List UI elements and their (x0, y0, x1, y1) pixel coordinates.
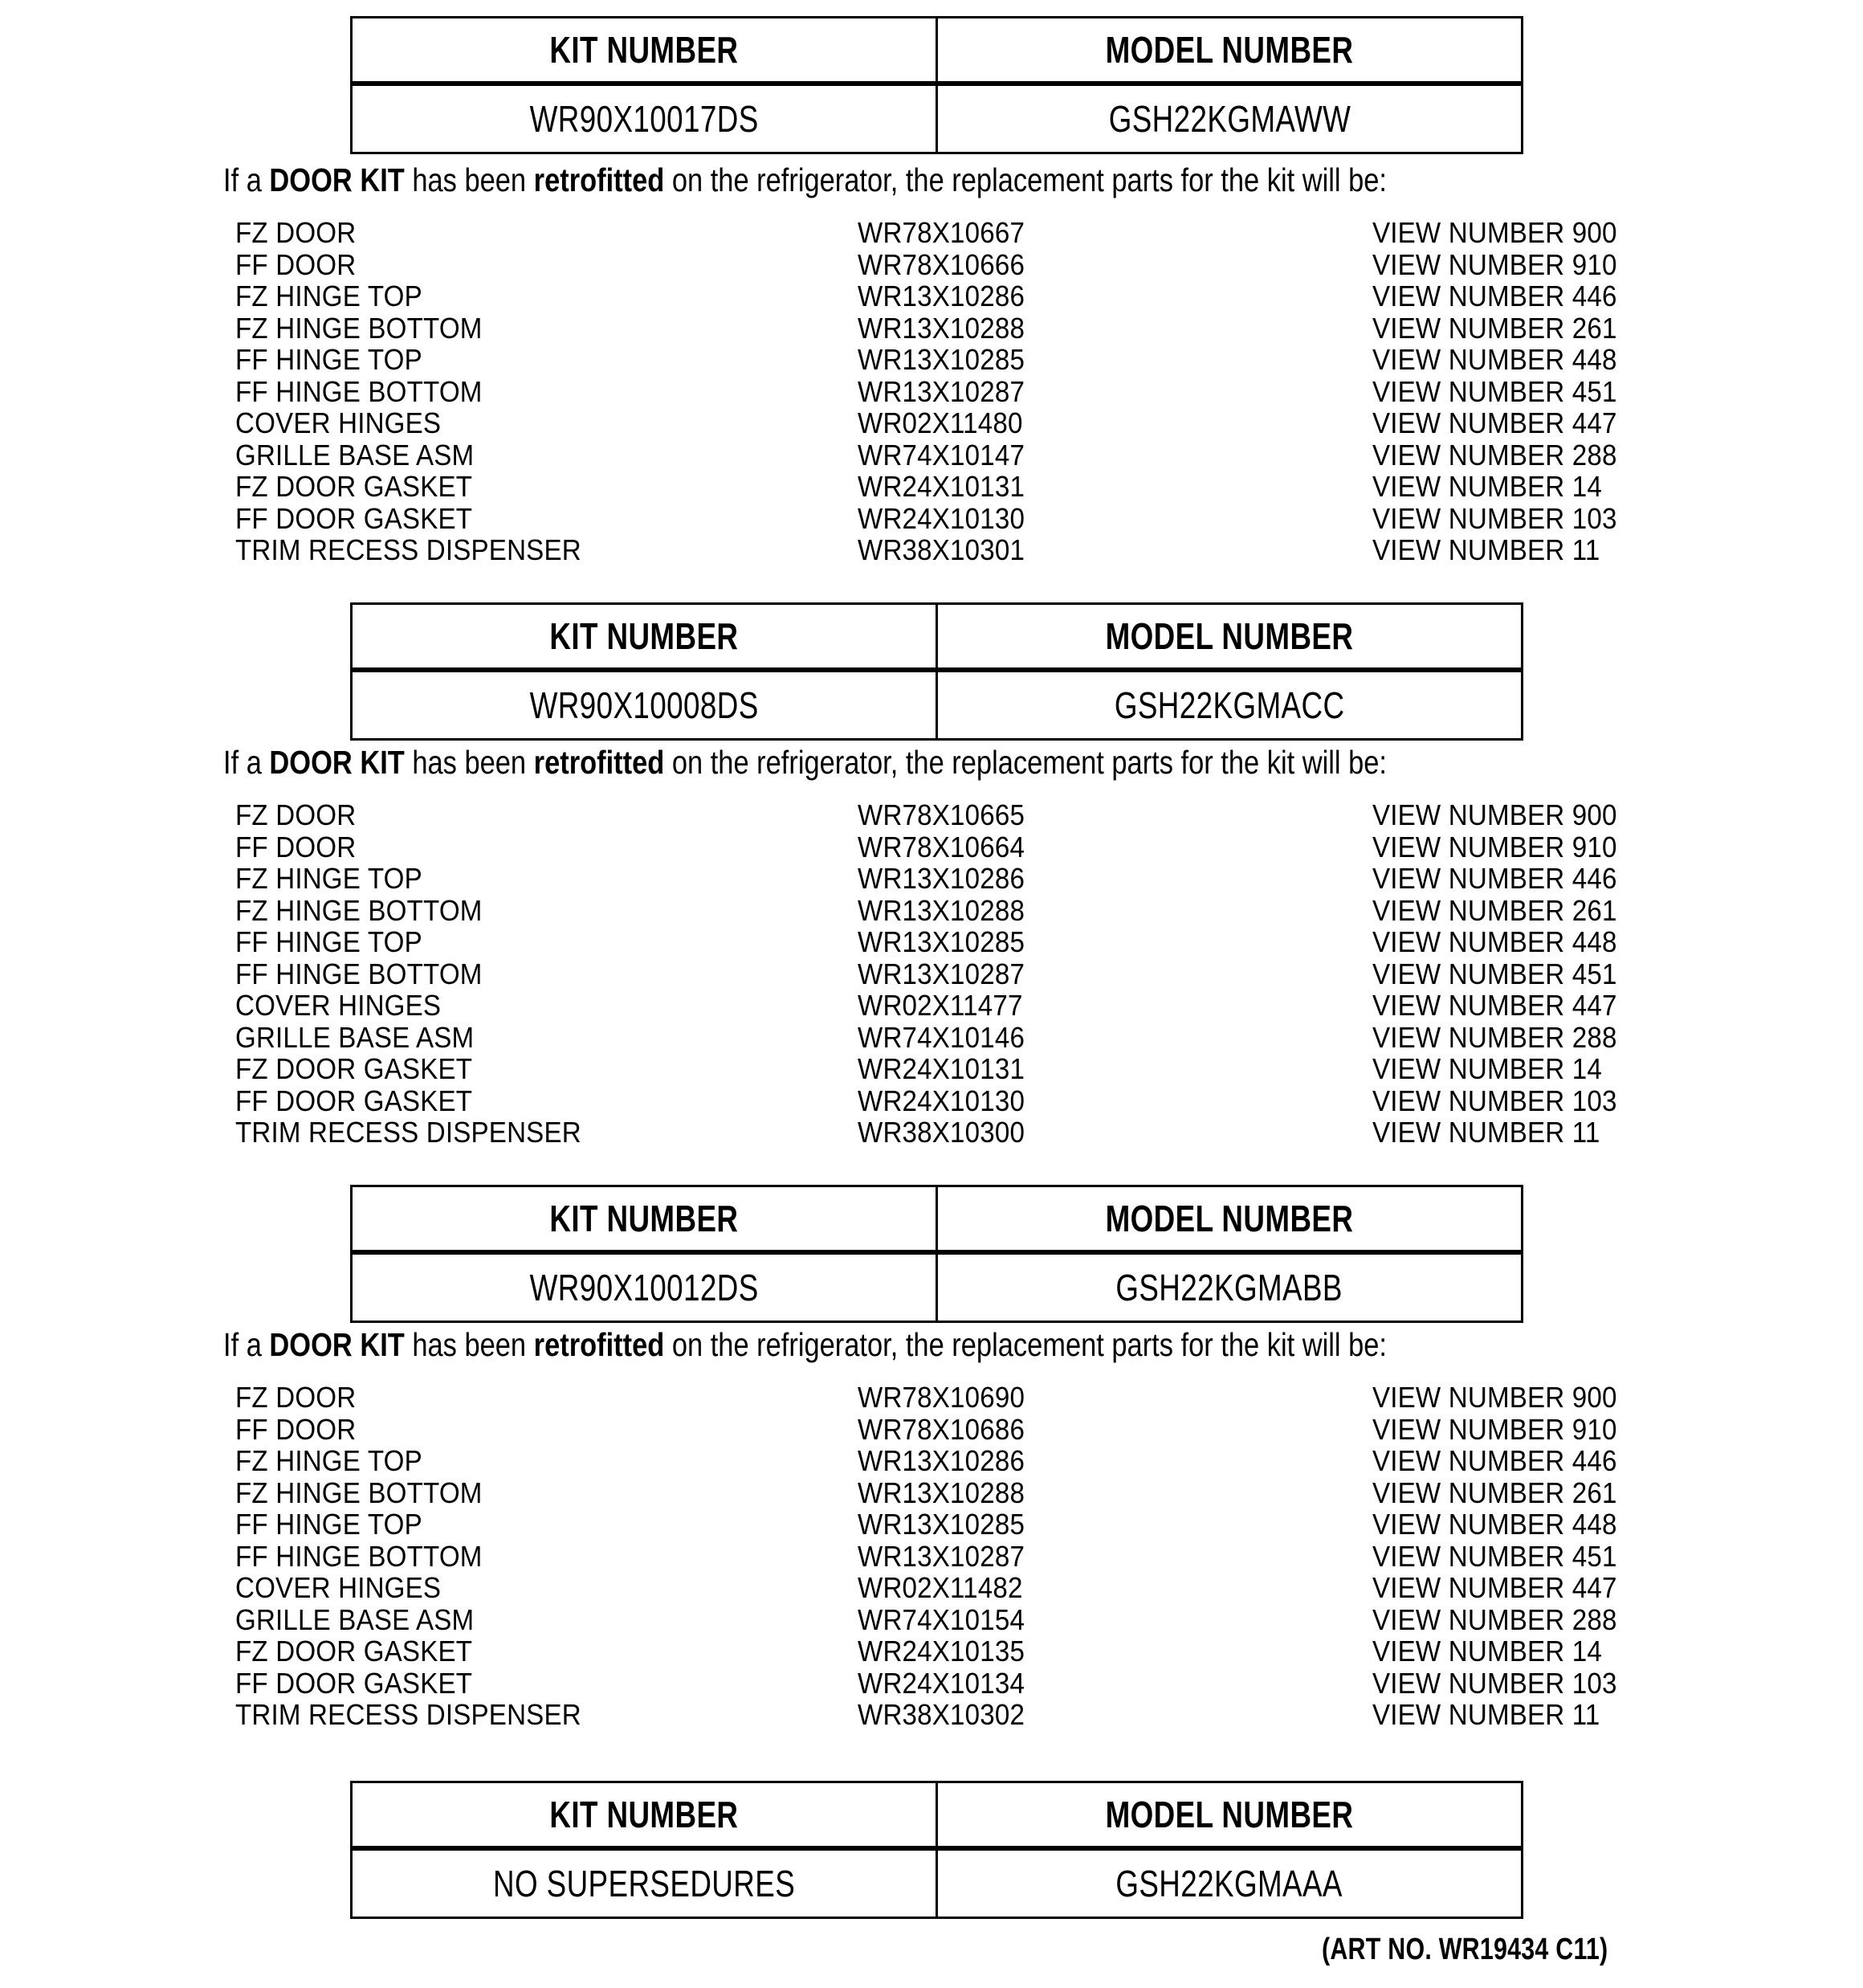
intro-text-part-2: has been (404, 1326, 534, 1363)
intro-text-part-3: on the refrigerator, the replacement parts for the kit will be: (664, 1326, 1388, 1363)
part-number: WR78X10690 (858, 1381, 1025, 1414)
part-view-number: VIEW NUMBER 451 (1372, 957, 1617, 990)
kit-number-value-cell (352, 1848, 937, 1918)
table-row (0, 1603, 1863, 1635)
kit-number-header-label: KIT NUMBER (549, 615, 739, 657)
part-name: FZ HINGE BOTTOM (235, 1476, 483, 1509)
part-number: WR78X10666 (858, 247, 1025, 281)
intro-text-part-1: If a (223, 161, 270, 198)
kit-model-table-2 (350, 602, 1523, 741)
part-number: WR13X10286 (858, 862, 1025, 895)
table-header-row (352, 1186, 1523, 1253)
table-value-row (352, 1848, 1523, 1918)
part-view-number: VIEW NUMBER 447 (1372, 989, 1617, 1022)
part-number: WR74X10147 (858, 438, 1025, 471)
intro-bold-retrofitted: retrofitted (533, 744, 665, 781)
part-view-number: VIEW NUMBER 451 (1372, 374, 1617, 408)
retrofit-intro-sentence-2 (223, 744, 1387, 782)
art-number-label: (ART NO. WR19434 C11) (1322, 1933, 1608, 1966)
model-number-value-cell (937, 1848, 1523, 1918)
kit-number-header-label: KIT NUMBER (549, 1794, 739, 1835)
part-name: COVER HINGES (235, 989, 442, 1022)
part-name: FF HINGE TOP (235, 343, 422, 376)
part-name: FZ HINGE BOTTOM (235, 893, 483, 927)
parts-list-2 (0, 798, 1863, 1148)
table-header-row (352, 18, 1523, 84)
kit-number-value: WR90X10012DS (529, 1267, 759, 1308)
table-row (0, 1508, 1863, 1540)
part-number: WR13X10286 (858, 1444, 1025, 1477)
part-view-number: VIEW NUMBER 900 (1372, 1381, 1617, 1414)
kit-model-table-3 (350, 1185, 1523, 1323)
table-row (0, 798, 1863, 831)
part-name: FF DOOR GASKET (235, 501, 473, 535)
part-name: FF HINGE BOTTOM (235, 957, 483, 990)
table-value-row (352, 670, 1523, 740)
part-number: WR24X10130 (858, 1084, 1025, 1117)
part-view-number: VIEW NUMBER 14 (1372, 1635, 1602, 1668)
kit-number-header-cell (352, 1782, 937, 1849)
kit-number-header-cell (352, 1186, 937, 1253)
table-row (0, 439, 1863, 471)
model-number-header-cell (937, 1186, 1523, 1253)
model-number-header-label: MODEL NUMBER (1105, 1198, 1354, 1239)
part-number: WR74X10154 (858, 1602, 1025, 1636)
part-name: FF HINGE TOP (235, 925, 422, 958)
part-name: GRILLE BASE ASM (235, 438, 475, 471)
part-view-number: VIEW NUMBER 910 (1372, 830, 1617, 863)
part-view-number: VIEW NUMBER 11 (1372, 1116, 1600, 1149)
part-number: WR13X10288 (858, 1476, 1025, 1509)
table-row (0, 280, 1863, 312)
part-number: WR24X10131 (858, 1052, 1025, 1085)
part-view-number: VIEW NUMBER 900 (1372, 798, 1617, 831)
intro-bold-door-kit: DOOR KIT (269, 161, 405, 198)
model-number-header-cell (937, 18, 1523, 84)
kit-number-value-cell (352, 670, 937, 740)
part-number: WR24X10130 (858, 501, 1025, 535)
part-number: WR13X10287 (858, 957, 1025, 990)
model-number-header-label: MODEL NUMBER (1105, 615, 1354, 657)
parts-list-3 (0, 1381, 1863, 1730)
part-name: FF HINGE TOP (235, 1508, 422, 1541)
model-number-value: GSH22KGMACC (1114, 684, 1345, 726)
part-name: COVER HINGES (235, 1571, 442, 1604)
intro-text-part-1: If a (223, 744, 270, 781)
part-name: FF DOOR (235, 830, 357, 863)
kit-number-header-cell (352, 18, 937, 84)
part-number: WR13X10285 (858, 343, 1025, 376)
kit-number-header-cell (352, 604, 937, 671)
part-view-number: VIEW NUMBER 14 (1372, 470, 1602, 503)
model-number-value-cell (937, 670, 1523, 740)
table-row (0, 925, 1863, 957)
part-view-number: VIEW NUMBER 261 (1372, 311, 1617, 345)
part-number: WR78X10667 (858, 216, 1025, 249)
part-name: FF HINGE BOTTOM (235, 1539, 483, 1573)
part-view-number: VIEW NUMBER 14 (1372, 1052, 1602, 1085)
part-number: WR13X10287 (858, 374, 1025, 408)
model-number-value: GSH22KGMAWW (1108, 98, 1351, 140)
part-number: WR13X10287 (858, 1539, 1025, 1573)
part-name: FF DOOR GASKET (235, 1084, 473, 1117)
part-name: FZ DOOR GASKET (235, 1052, 473, 1085)
part-view-number: VIEW NUMBER 11 (1372, 533, 1600, 566)
part-view-number: VIEW NUMBER 103 (1372, 1666, 1617, 1700)
part-view-number: VIEW NUMBER 288 (1372, 1602, 1617, 1636)
table-row (0, 1021, 1863, 1053)
part-view-number: VIEW NUMBER 446 (1372, 862, 1617, 895)
table-row (0, 989, 1863, 1021)
kit-number-value-cell (352, 84, 937, 153)
table-row (0, 470, 1863, 502)
part-view-number: VIEW NUMBER 261 (1372, 893, 1617, 927)
kit-number-header-label: KIT NUMBER (549, 29, 739, 71)
kit-number-value: WR90X10008DS (529, 684, 759, 726)
intro-text-part-2: has been (404, 161, 534, 198)
intro-text-part-3: on the refrigerator, the replacement parts for the kit will be: (664, 744, 1388, 781)
table-header-row (352, 1782, 1523, 1849)
kit-model-table-4 (350, 1781, 1523, 1919)
table-row (0, 375, 1863, 407)
model-number-header-cell (937, 1782, 1523, 1849)
table-row (0, 502, 1863, 534)
parts-list-1 (0, 216, 1863, 565)
part-number: WR13X10285 (858, 925, 1025, 958)
part-name: FZ DOOR (235, 798, 357, 831)
kit-number-value-cell (352, 1252, 937, 1322)
part-view-number: VIEW NUMBER 11 (1372, 1698, 1600, 1731)
part-number: WR13X10285 (858, 1508, 1025, 1541)
retrofit-intro-sentence-3 (223, 1326, 1387, 1364)
model-number-value: GSH22KGMABB (1115, 1267, 1343, 1308)
part-number: WR13X10288 (858, 311, 1025, 345)
kit-number-value: NO SUPERSEDURES (492, 1863, 796, 1904)
part-name: FF DOOR (235, 247, 357, 281)
part-name: GRILLE BASE ASM (235, 1020, 475, 1054)
model-number-value: GSH22KGMAAA (1115, 1863, 1343, 1904)
part-view-number: VIEW NUMBER 103 (1372, 1084, 1617, 1117)
part-name: FZ HINGE TOP (235, 1444, 422, 1477)
part-name: FF DOOR (235, 1412, 357, 1446)
part-name: COVER HINGES (235, 406, 442, 439)
table-value-row (352, 84, 1523, 153)
table-row (0, 216, 1863, 248)
table-row (0, 406, 1863, 439)
part-view-number: VIEW NUMBER 288 (1372, 1020, 1617, 1054)
table-row (0, 1698, 1863, 1730)
part-number: WR24X10134 (858, 1666, 1025, 1700)
table-row (0, 831, 1863, 863)
part-view-number: VIEW NUMBER 910 (1372, 1412, 1617, 1446)
table-row (0, 957, 1863, 990)
part-name: TRIM RECESS DISPENSER (235, 533, 581, 566)
table-row (0, 1540, 1863, 1572)
part-name: FZ HINGE TOP (235, 280, 422, 312)
intro-text-part-2: has been (404, 744, 534, 781)
part-name: FZ HINGE TOP (235, 862, 422, 895)
part-number: WR74X10146 (858, 1020, 1025, 1054)
table-row (0, 312, 1863, 344)
part-view-number: VIEW NUMBER 446 (1372, 1444, 1617, 1477)
intro-bold-retrofitted: retrofitted (533, 161, 665, 198)
part-view-number: VIEW NUMBER 447 (1372, 406, 1617, 439)
table-row (0, 1444, 1863, 1476)
model-number-header-label: MODEL NUMBER (1105, 29, 1354, 71)
part-view-number: VIEW NUMBER 288 (1372, 438, 1617, 471)
table-row (0, 894, 1863, 926)
part-number: WR13X10288 (858, 893, 1025, 927)
intro-bold-door-kit: DOOR KIT (269, 1326, 405, 1363)
part-name: TRIM RECESS DISPENSER (235, 1116, 581, 1149)
part-name: FF DOOR GASKET (235, 1666, 473, 1700)
table-row (0, 1052, 1863, 1084)
part-number: WR38X10301 (858, 533, 1025, 566)
intro-text-part-3: on the refrigerator, the replacement parts for the kit will be: (664, 161, 1388, 198)
table-row (0, 248, 1863, 280)
part-number: WR78X10686 (858, 1412, 1025, 1446)
table-row (0, 1476, 1863, 1508)
part-number: WR78X10664 (858, 830, 1025, 863)
part-view-number: VIEW NUMBER 900 (1372, 216, 1617, 249)
kit-number-header-label: KIT NUMBER (549, 1198, 739, 1239)
part-name: FF HINGE BOTTOM (235, 374, 483, 408)
table-row (0, 1116, 1863, 1148)
part-view-number: VIEW NUMBER 448 (1372, 925, 1617, 958)
table-value-row (352, 1252, 1523, 1322)
intro-bold-door-kit: DOOR KIT (269, 744, 405, 781)
part-number: WR02X11482 (858, 1571, 1023, 1604)
part-number: WR38X10300 (858, 1116, 1025, 1149)
part-number: WR24X10135 (858, 1635, 1025, 1668)
part-view-number: VIEW NUMBER 451 (1372, 1539, 1617, 1573)
kit-model-table-1 (350, 16, 1523, 154)
model-number-value-cell (937, 84, 1523, 153)
model-number-header-cell (937, 604, 1523, 671)
part-number: WR78X10665 (858, 798, 1025, 831)
part-number: WR02X11480 (858, 406, 1023, 439)
part-name: FZ DOOR GASKET (235, 1635, 473, 1668)
intro-bold-retrofitted: retrofitted (533, 1326, 665, 1363)
table-header-row (352, 604, 1523, 671)
kit-number-value: WR90X10017DS (529, 98, 759, 140)
part-name: FZ HINGE BOTTOM (235, 311, 483, 345)
part-view-number: VIEW NUMBER 910 (1372, 247, 1617, 281)
part-view-number: VIEW NUMBER 447 (1372, 1571, 1617, 1604)
part-name: FZ DOOR (235, 1381, 357, 1414)
part-view-number: VIEW NUMBER 448 (1372, 1508, 1617, 1541)
part-number: WR24X10131 (858, 470, 1025, 503)
table-row (0, 1635, 1863, 1667)
retrofit-intro-sentence-1 (223, 161, 1387, 199)
part-name: FZ DOOR GASKET (235, 470, 473, 503)
part-name: GRILLE BASE ASM (235, 1602, 475, 1636)
table-row (0, 1571, 1863, 1603)
part-number: WR38X10302 (858, 1698, 1025, 1731)
model-number-header-label: MODEL NUMBER (1105, 1794, 1354, 1835)
table-row (0, 1413, 1863, 1445)
table-row (0, 1084, 1863, 1116)
part-view-number: VIEW NUMBER 103 (1372, 501, 1617, 535)
table-row (0, 1667, 1863, 1699)
part-view-number: VIEW NUMBER 448 (1372, 343, 1617, 376)
intro-text-part-1: If a (223, 1326, 270, 1363)
part-name: FZ DOOR (235, 216, 357, 249)
part-number: WR13X10286 (858, 280, 1025, 312)
model-number-value-cell (937, 1252, 1523, 1322)
table-row (0, 1381, 1863, 1413)
table-row (0, 343, 1863, 375)
part-view-number: VIEW NUMBER 261 (1372, 1476, 1617, 1509)
table-row (0, 533, 1863, 565)
part-name: TRIM RECESS DISPENSER (235, 1698, 581, 1731)
table-row (0, 862, 1863, 894)
part-view-number: VIEW NUMBER 446 (1372, 280, 1617, 312)
part-number: WR02X11477 (858, 989, 1023, 1022)
